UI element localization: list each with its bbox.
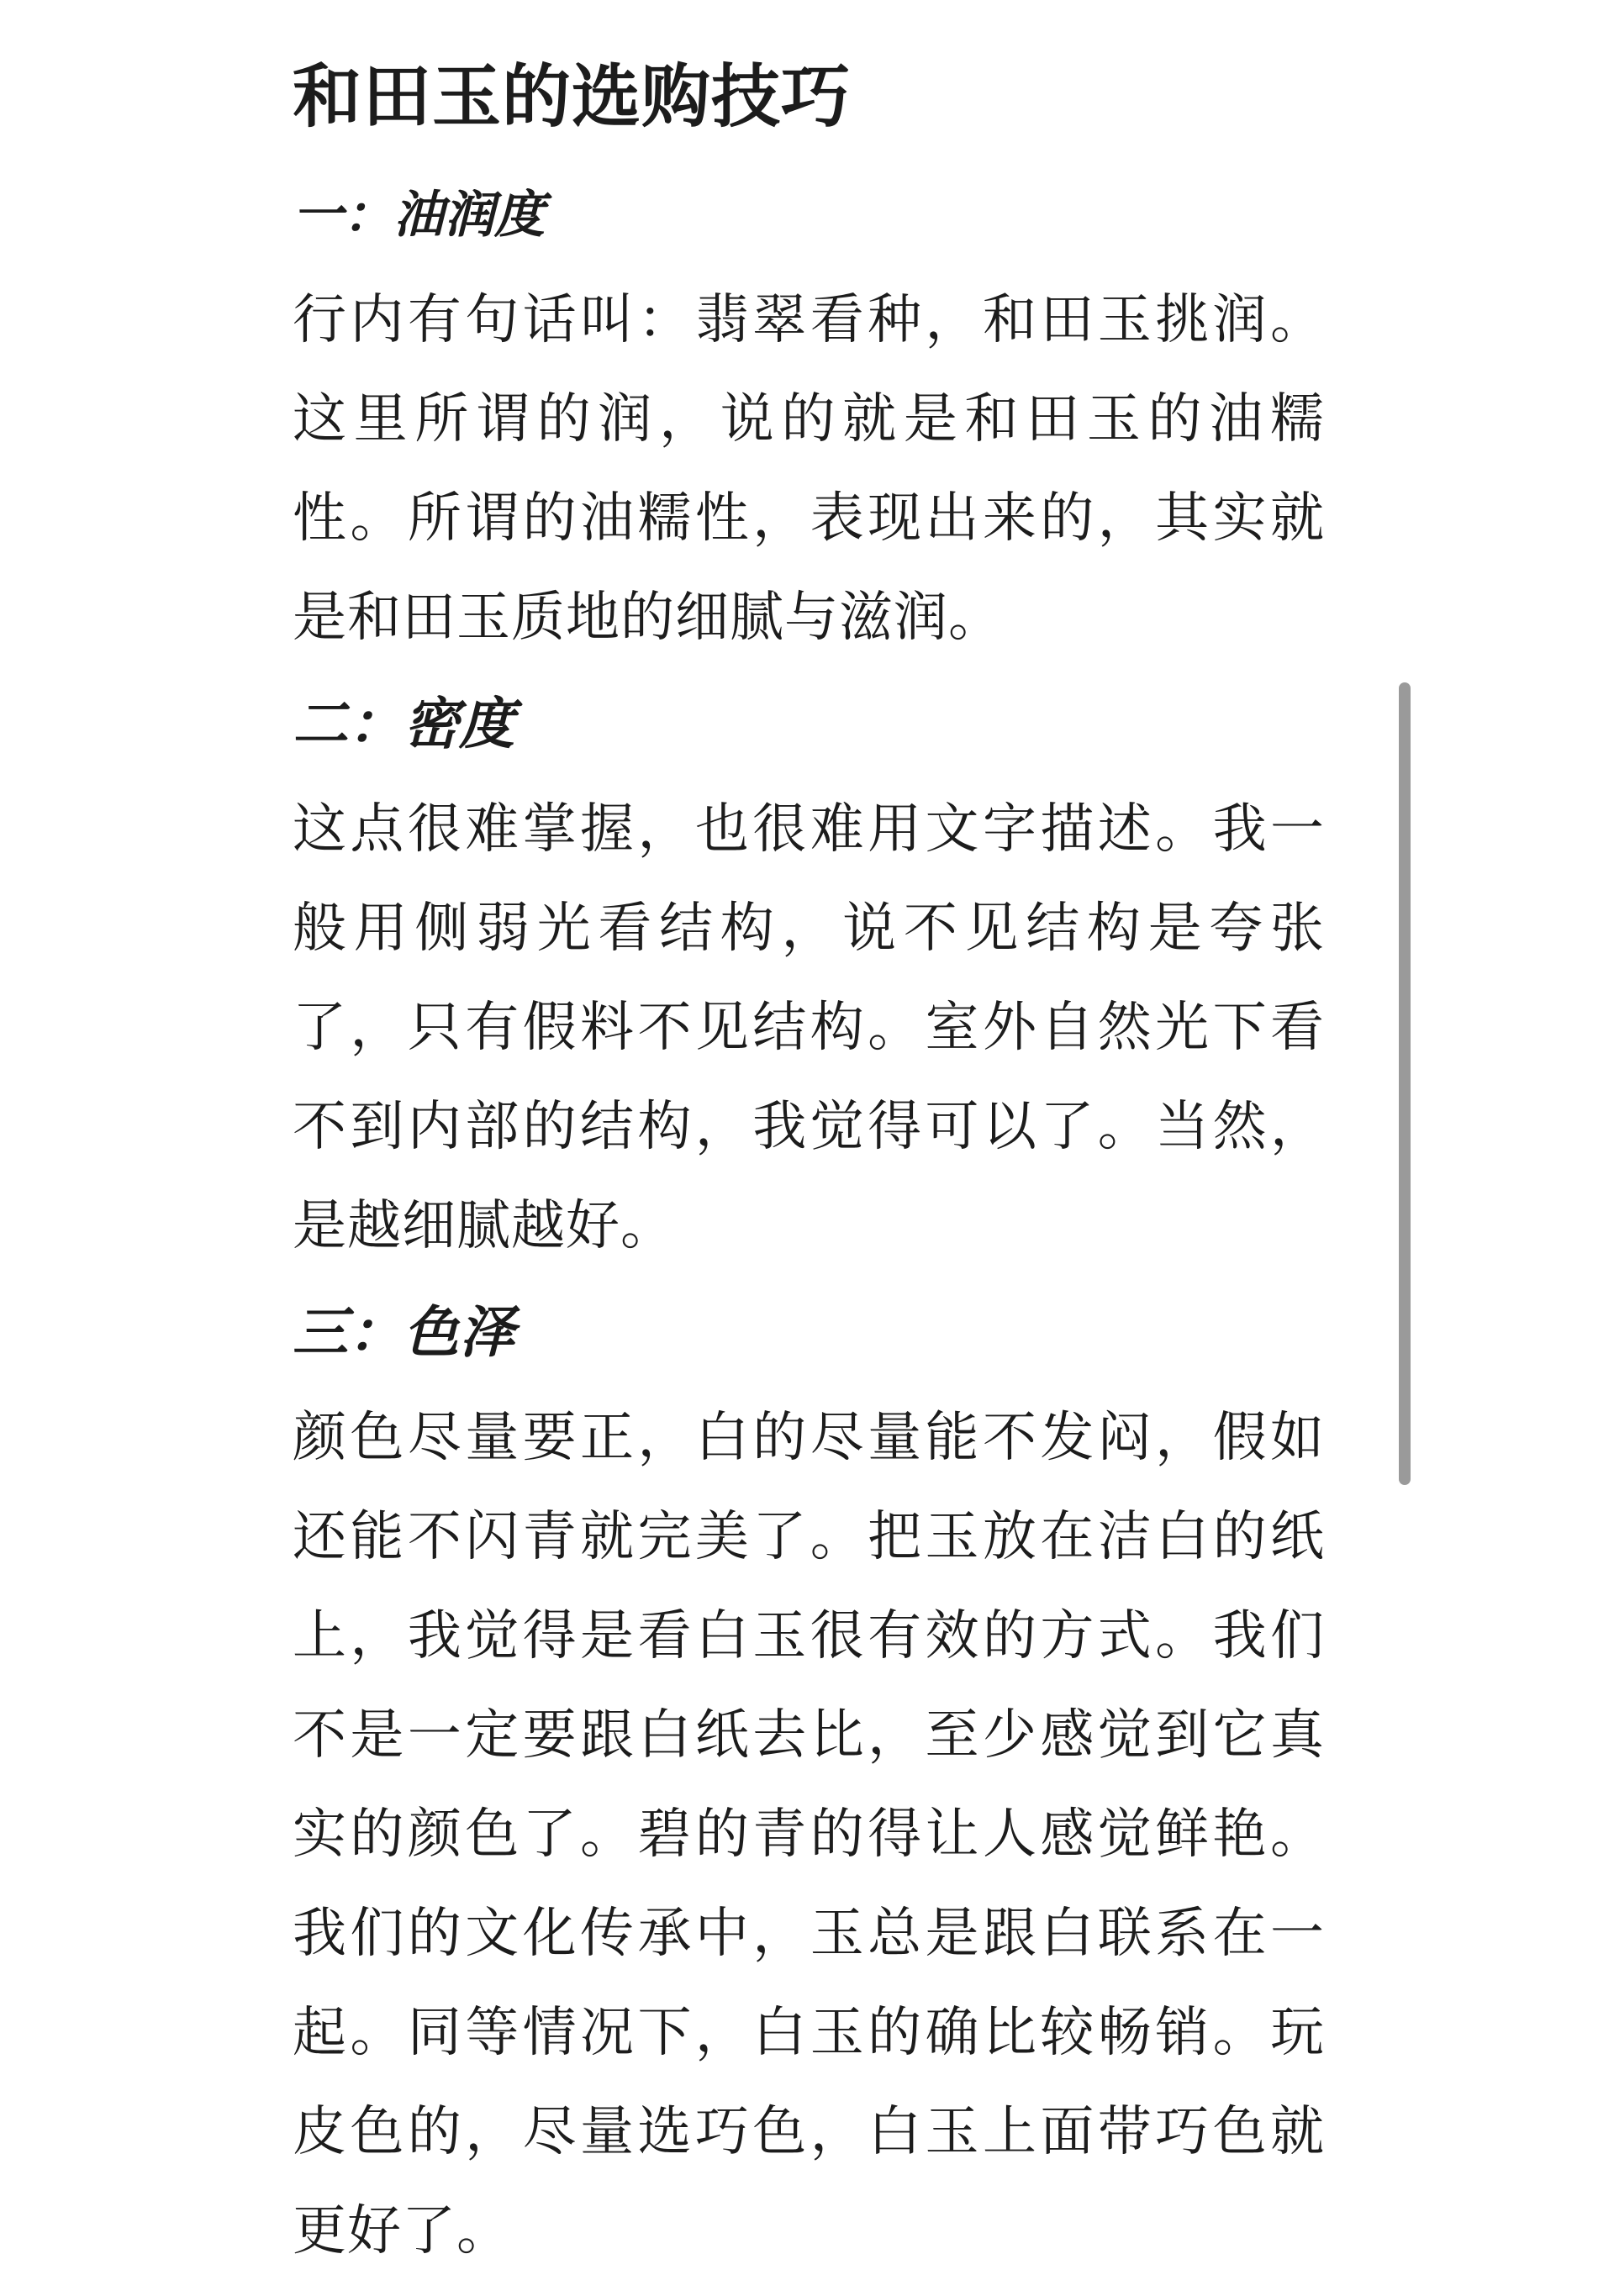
section-density <box>293 682 1325 1276</box>
section-oiliness <box>293 173 1325 667</box>
section-heading: 三：色泽 <box>293 1300 514 1365</box>
section-heading: 二：密度 <box>293 692 514 756</box>
section-body: 颜色尽量要正，白的尽量能不发闷，假如还能不闪青就完美了。把玉放在洁白的纸上，我觉得是看白玉很有效的方式。我们不是一定要跟白纸去比，至少感觉到它真实的颜色了。碧的青的得让人感觉鲜艳。我们的文化传承中，玉总是跟白联系在一起。同等情况下，白玉的确比较畅销。玩皮色的，尽量选巧色，白玉上面带巧色就更好了。 <box>293 1407 1325 2262</box>
section-body: 行内有句话叫：翡翠看种，和田玉挑润。这里所谓的润，说的就是和田玉的油糯性。所谓的油糯性，表现出来的，其实就是和田玉质地的细腻与滋润。 <box>293 289 1325 649</box>
article <box>293 47 1325 2296</box>
scrollbar-thumb[interactable] <box>1399 682 1411 1485</box>
page-title: 和田玉的选购技巧 <box>293 57 852 137</box>
section-heading: 一：油润度 <box>293 186 545 245</box>
section-color <box>293 1291 1325 2281</box>
section-body: 这点很难掌握，也很难用文字描述。我一般用侧弱光看结构，说不见结构是夸张了，只有假料不见结构。室外自然光下看不到内部的结构，我觉得可以了。当然，是越细腻越好。 <box>293 798 1325 1257</box>
